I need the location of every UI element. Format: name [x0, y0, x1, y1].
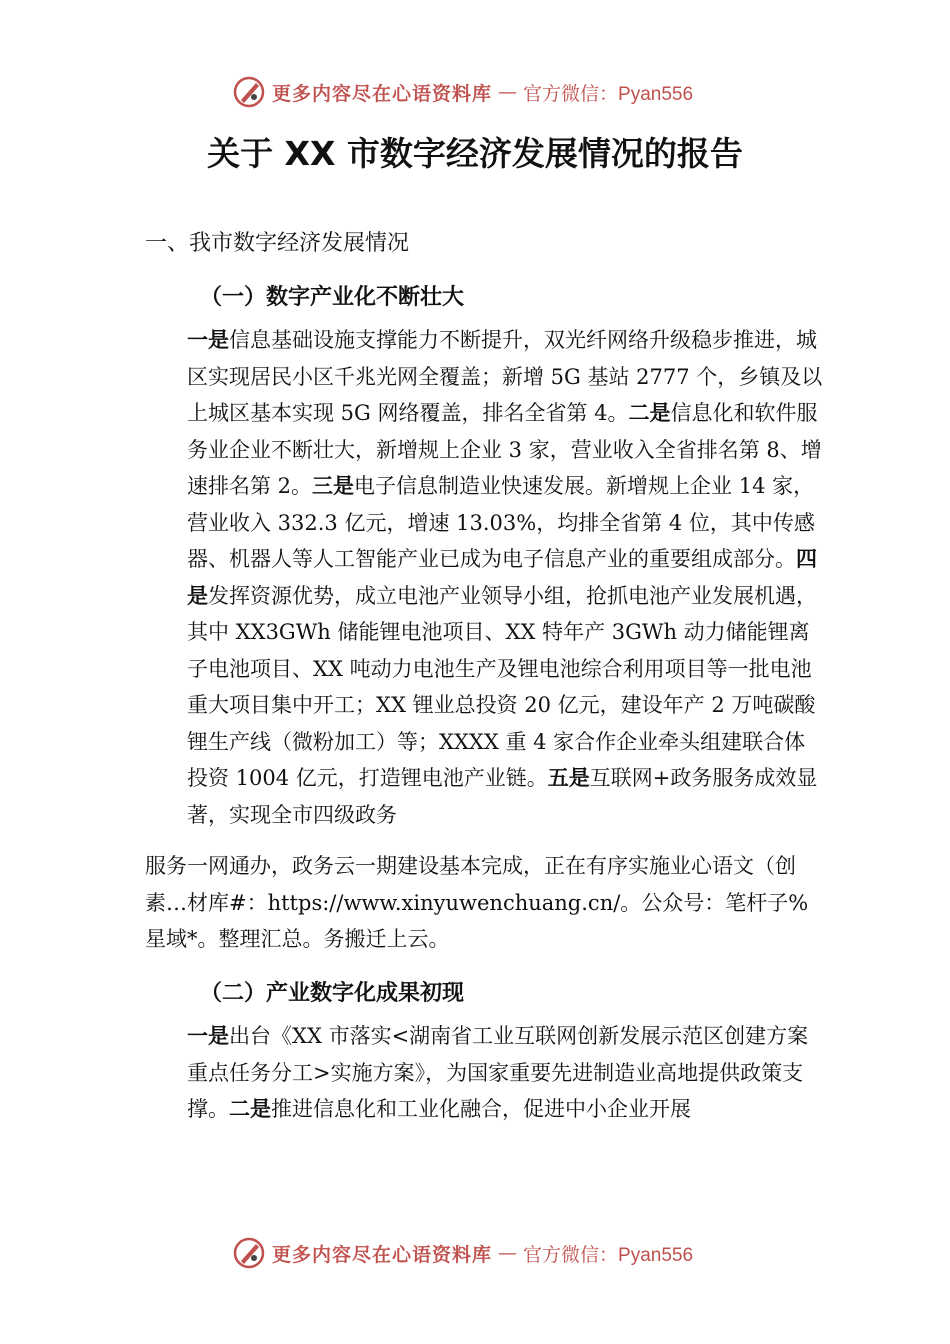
pen-logo-icon [232, 75, 266, 109]
watermark-footer [232, 1235, 693, 1271]
segment-text: 信息基础设施支撑能力不断提升，双光纤网络升级稳步推进，城区实现居民小区千兆光网全覆盖；新增 5G 基站 2777 个，乡镇及以上城区基本实现 5G 网络覆盖，排名全省第 4。 [187, 328, 823, 425]
watermark-separator: — [498, 1242, 518, 1264]
segment-text: 信息化和软件服务业企业不断壮大，新增规上企业 3 家，营业收入全省排名第 8、增速排名第 2。 [187, 401, 822, 498]
segment-text: 发挥资源优势，成立电池产业领导小组，抢抓电池产业发展机遇，其中 XX3GWh 储能锂电池项目、XX 特年产 3GWh 动力储能锂离子电池项目、XX 吨动力电池生产及锂电池综合利用项目等一批电池重大项目集中开工；XX 锂业总投资 20 亿元，建设年产 2 万吨碳酸锂生产线（微粉加工）等；XXXX 重 4 家合作企业牵头组建联合体投资 1004 亿元，打造锂电池产业链。 [187, 583, 817, 790]
keyword: 二是 [229, 1097, 271, 1121]
watermark-text: 更多内容尽在心语资料库 [272, 82, 493, 105]
paragraph-1-body [145, 322, 825, 833]
segment-text: 出台《XX 市落实<湖南省工业互联网创新发展示范区创建方案重点任务分工>实施方案》，为国家重要先进制造业高地提供政策支撑。 [187, 1024, 809, 1121]
keyword: 一是 [187, 328, 229, 352]
section-heading: 一、我市数字经济发展情况 [145, 231, 410, 256]
keyword: 二是 [628, 401, 671, 425]
continuation-text: 服务一网通办，政务云一期建设基本完成，正在有序实施业心语文（创素…材库#：https://www.xinyuwenchuang.cn/。公众号：笔杆子%星域*。整理汇总。务搬迁上云。 [145, 854, 809, 951]
paragraph-2-body [145, 1018, 825, 1128]
keyword: 一是 [187, 1024, 229, 1048]
watermark-handle: 官方微信：Pyan556 [523, 83, 694, 105]
paragraph-continuation [145, 848, 825, 958]
paragraph-1 [145, 322, 825, 833]
keyword: 五是 [547, 766, 590, 790]
pen-logo-icon [232, 1236, 266, 1270]
segment-text: 推进信息化和工业化融合，促进中小企业开展 [271, 1097, 691, 1121]
watermark-handle: 官方微信：Pyan556 [523, 1244, 694, 1266]
watermark-header [232, 74, 693, 110]
segment-text: 电子信息制造业快速发展。新增规上企业 14 家，营业收入 332.3 亿元，增速 13.03%，均排全省第 4 位，其中传感器、机器人等人工智能产业已成为电子信息产业的重要组成部分。 [187, 474, 815, 571]
subsection-heading-2: （二）产业数字化成果初现 [200, 981, 465, 1006]
segment-text: 互联网+政务服务成效显著，实现全市四级政务 [187, 766, 818, 827]
keyword: 三是 [312, 474, 355, 498]
document-title: 关于 XX 市数字经济发展情况的报告 [207, 134, 743, 173]
paragraph-2 [145, 1018, 825, 1128]
subsection-heading-1: （一）数字产业化不断壮大 [200, 285, 465, 310]
keyword: 四是 [187, 547, 817, 608]
watermark-text: 更多内容尽在心语资料库 [272, 1243, 493, 1266]
watermark-separator: — [498, 81, 518, 103]
